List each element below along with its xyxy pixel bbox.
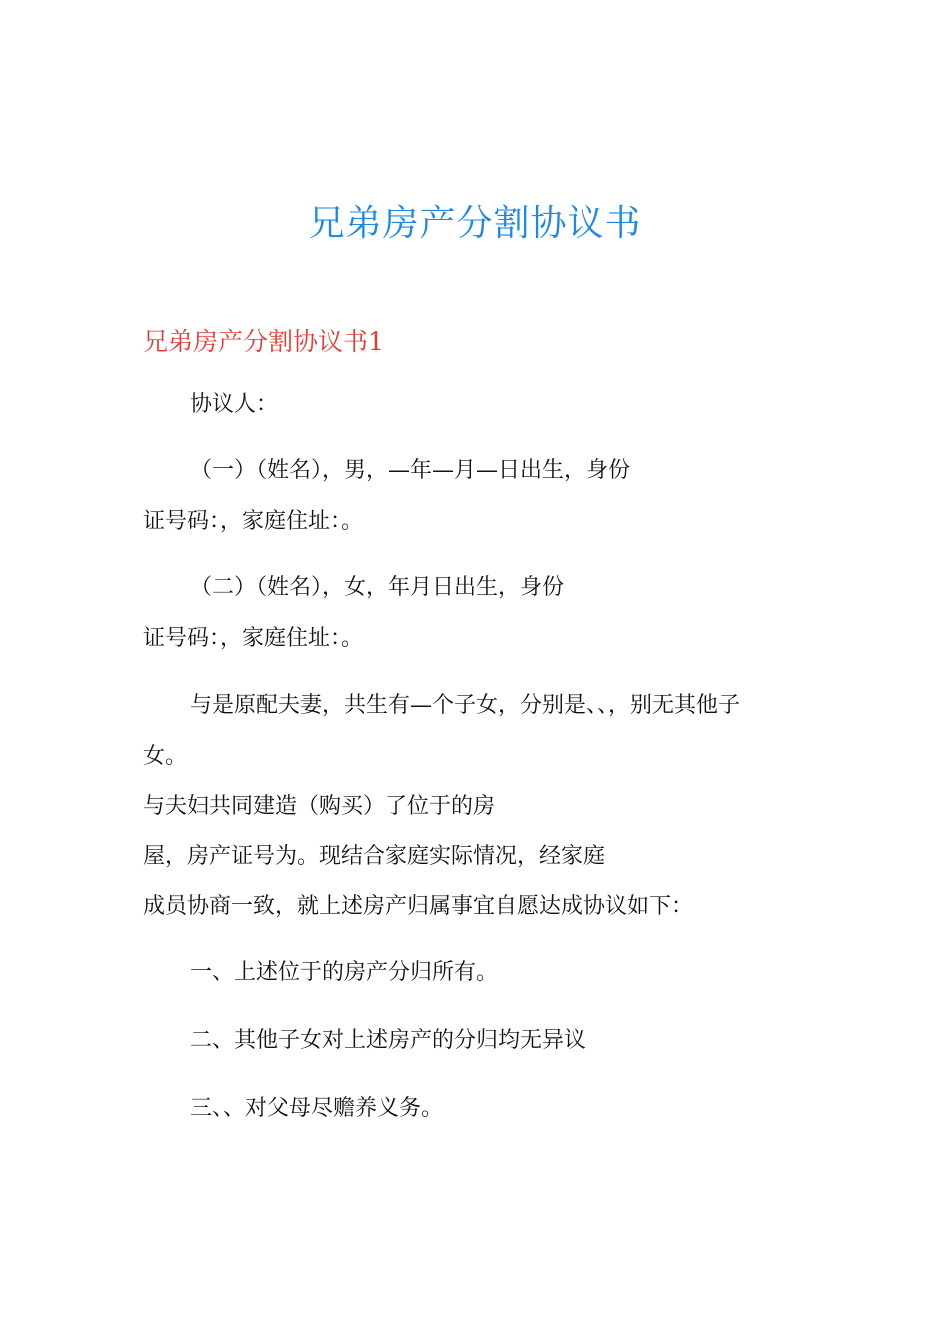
paragraph-line: 屋，房产证号为。现结合家庭实际情况，经家庭: [143, 844, 606, 869]
parties-label: 协议人：: [190, 392, 279, 417]
paragraph-line: 与夫妇共同建造（购买）了位于的房: [143, 794, 496, 819]
document-title: 兄弟房产分割协议书: [308, 203, 642, 244]
section-heading: 兄弟房产分割协议书1: [143, 327, 384, 356]
clause-three: 三、、对父母尽赡养义务。: [190, 1096, 444, 1121]
paragraph-line: 女。: [143, 744, 188, 769]
party-one-line: （一）（姓名），男，—年—月—日出生，身份: [190, 458, 631, 483]
paragraph-line: 成员协商一致，就上述房产归属事宜自愿达成协议如下：: [143, 894, 694, 919]
party-one-id-line: 证号码：，家庭住址：。: [143, 509, 364, 534]
clause-two: 二、其他子女对上述房产的分归均无异议: [190, 1028, 587, 1053]
clause-one: 一、上述位于的房产分归所有。: [190, 960, 499, 985]
paragraph-line: 与是原配夫妻，共生有—个子女，分别是、、，别无其他子: [190, 693, 741, 718]
party-two-id-line: 证号码：，家庭住址：。: [143, 626, 364, 651]
party-two-line: （二）（姓名），女，年月日出生，身份: [190, 575, 565, 600]
